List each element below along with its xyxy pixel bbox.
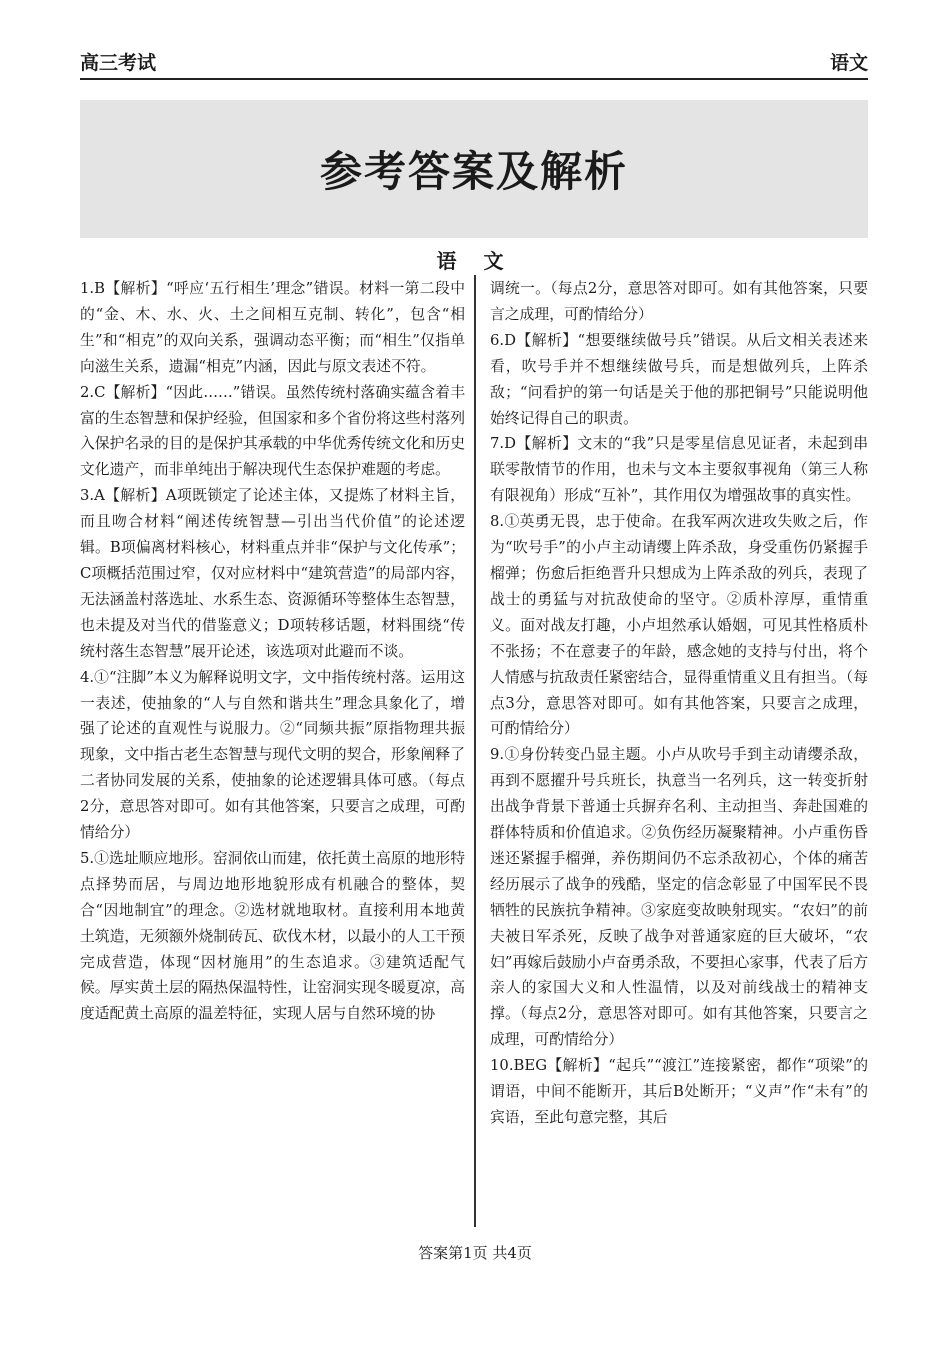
answer-item: 调统一。（每点2分，意思答对即可。如有其他答案，只要言之成理，可酌情给分） — [490, 280, 868, 323]
answer-item: 7.D【解析】文末的“我”只是零星信息见证者，未起到串联零散情节的作用，也未与文本主要叙事视角（第三人称有限视角）形成“互补”，其作用仅为增强故事的真实性。 — [490, 435, 868, 505]
subject-label: 语文 — [829, 52, 868, 74]
left-column — [80, 276, 465, 1226]
page-number: 答案第1页 共4页 — [418, 1244, 532, 1262]
answer-item: 3.A【解析】A项既锁定了论述主体，又提炼了材料主旨，而且吻合材料“阐述传统智慧—引出当代价值”的论述逻辑。B项偏离材料核心，材料重点并非“保护与文化传承”；C项概括范围过窄，仅对应材料中“建筑营造”的局部内容，无法涵盖村落选址、水系生态、资源循环等整体生态智慧，也未提及对当代的借鉴意义；D项转移话题，材料围绕“传统村落生态智慧”展开论述，该选项对此避而不谈。 — [80, 487, 465, 660]
section-heading: 语 文 — [436, 249, 514, 273]
answer-item: 4.①“注脚”本义为解释说明文字，文中指传统村落。运用这一表述，使抽象的“人与自然和谐共生”理念具象化了，增强了论述的直观性与说服力。②“同频共振”原指物理共振现象，文中指古老生态智慧与现代文明的契合，形象阐释了二者协同发展的关系，使抽象的论述逻辑具体可感。（每点2分，意思答对即可。如有其他答案，只要言之成理，可酌情给分） — [80, 668, 465, 842]
column-divider — [474, 275, 476, 1227]
title-banner — [80, 100, 868, 238]
answer-item: 9.①身份转变凸显主题。小卢从吹号手到主动请缨杀敌，再到不愿擢升号兵班长，执意当一名列兵，这一转变折射出战争背景下普通士兵摒弃名利、主动担当、奔赴国难的群体特质和价值追求。②负伤经历凝聚精神。小卢重伤昏迷还紧握手榴弹，养伤期间仍不忘杀敌初心，个体的痛苦经历展示了战争的残酷，坚定的信念彰显了中国军民不畏牺牲的民族抗争精神。③家庭变故映射现实。“农妇”的前夫被日军杀死，反映了战争对普通家庭的巨大破坏，“农妇”再嫁后鼓励小卢奋勇杀敌，不要担心家事，代表了后方亲人的家国大义和人性温情，以及对前线战士的精神支撑。（每点2分，意思答对即可。如有其他答案，只要言之成理，可酌情给分） — [490, 746, 868, 1049]
answer-item: 1.B【解析】“呼应‘五行相生’理念”错误。材料一第二段中的“金、木、水、火、土之间相互克制、转化”，包含“相生”和“相克”的双向关系，强调动态平衡；而“相生”仅指单向滋生关系，遗漏“相克”内涵，因此与原文表述不符。 — [80, 280, 465, 375]
page-title: 参考答案及解析 — [319, 147, 628, 196]
header-divider — [80, 78, 868, 80]
answer-item: 2.C【解析】“因此……”错误。虽然传统村落确实蕴含着丰富的生态智慧和保护经验，但国家和多个省份将这些村落列入保护名录的目的是保护其承载的中华优秀传统文化和历史文化遗产，而非单纯出于解决现代生态保护难题的考虑。 — [80, 383, 465, 479]
answer-item: 6.D【解析】“想要继续做号兵”错误。从后文相关表述来看，吹号手并不想继续做号兵，而是想做列兵，上阵杀敌；“问看护的第一句话是关于他的那把铜号”只能说明他始终记得自己的职责。 — [490, 331, 868, 427]
answer-item: 5.①选址顺应地形。窑洞依山而建，依托黄土高原的地形特点择势而居，与周边地形地貌形成有机融合的整体，契合“因地制宜”的理念。②选材就地取材。直接利用本地黄土筑造，无须额外烧制砖瓦、砍伐木材，以最小的人工干预完成营造，体现“因材施用”的生态追求。③建筑适配气候。厚实黄土层的隔热保温特性，让窑洞实现冬暖夏凉，高度适配黄土高原的温差特征，实现人居与自然环境的协 — [80, 849, 465, 1023]
answer-item: 8.①英勇无畏，忠于使命。在我军两次进攻失败之后，作为“吹号手”的小卢主动请缨上阵杀敌，身受重伤仍紧握手榴弹；伤愈后拒绝晋升只想成为上阵杀敌的列兵，表现了战士的勇猛与对抗敌使命的坚守。②质朴淳厚，重情重义。面对战友打趣，小卢坦然承认婚姻，可见其性格质朴不张扬；不在意妻子的年龄，感念她的支持与付出，将个人情感与抗敌责任紧密结合，显得重情重义且有担当。（每点3分，意思答对即可。如有其他答案，只要言之成理，可酌情给分） — [490, 513, 868, 738]
exam-label: 高三考试 — [80, 52, 157, 74]
right-column — [490, 276, 868, 1226]
answer-item: 10.BEG【解析】“起兵”“渡江”连接紧密，都作“项梁”的谓语，中间不能断开，其后B处断开；“义声”作“未有”的宾语，至此句意完整，其后 — [490, 1057, 868, 1126]
